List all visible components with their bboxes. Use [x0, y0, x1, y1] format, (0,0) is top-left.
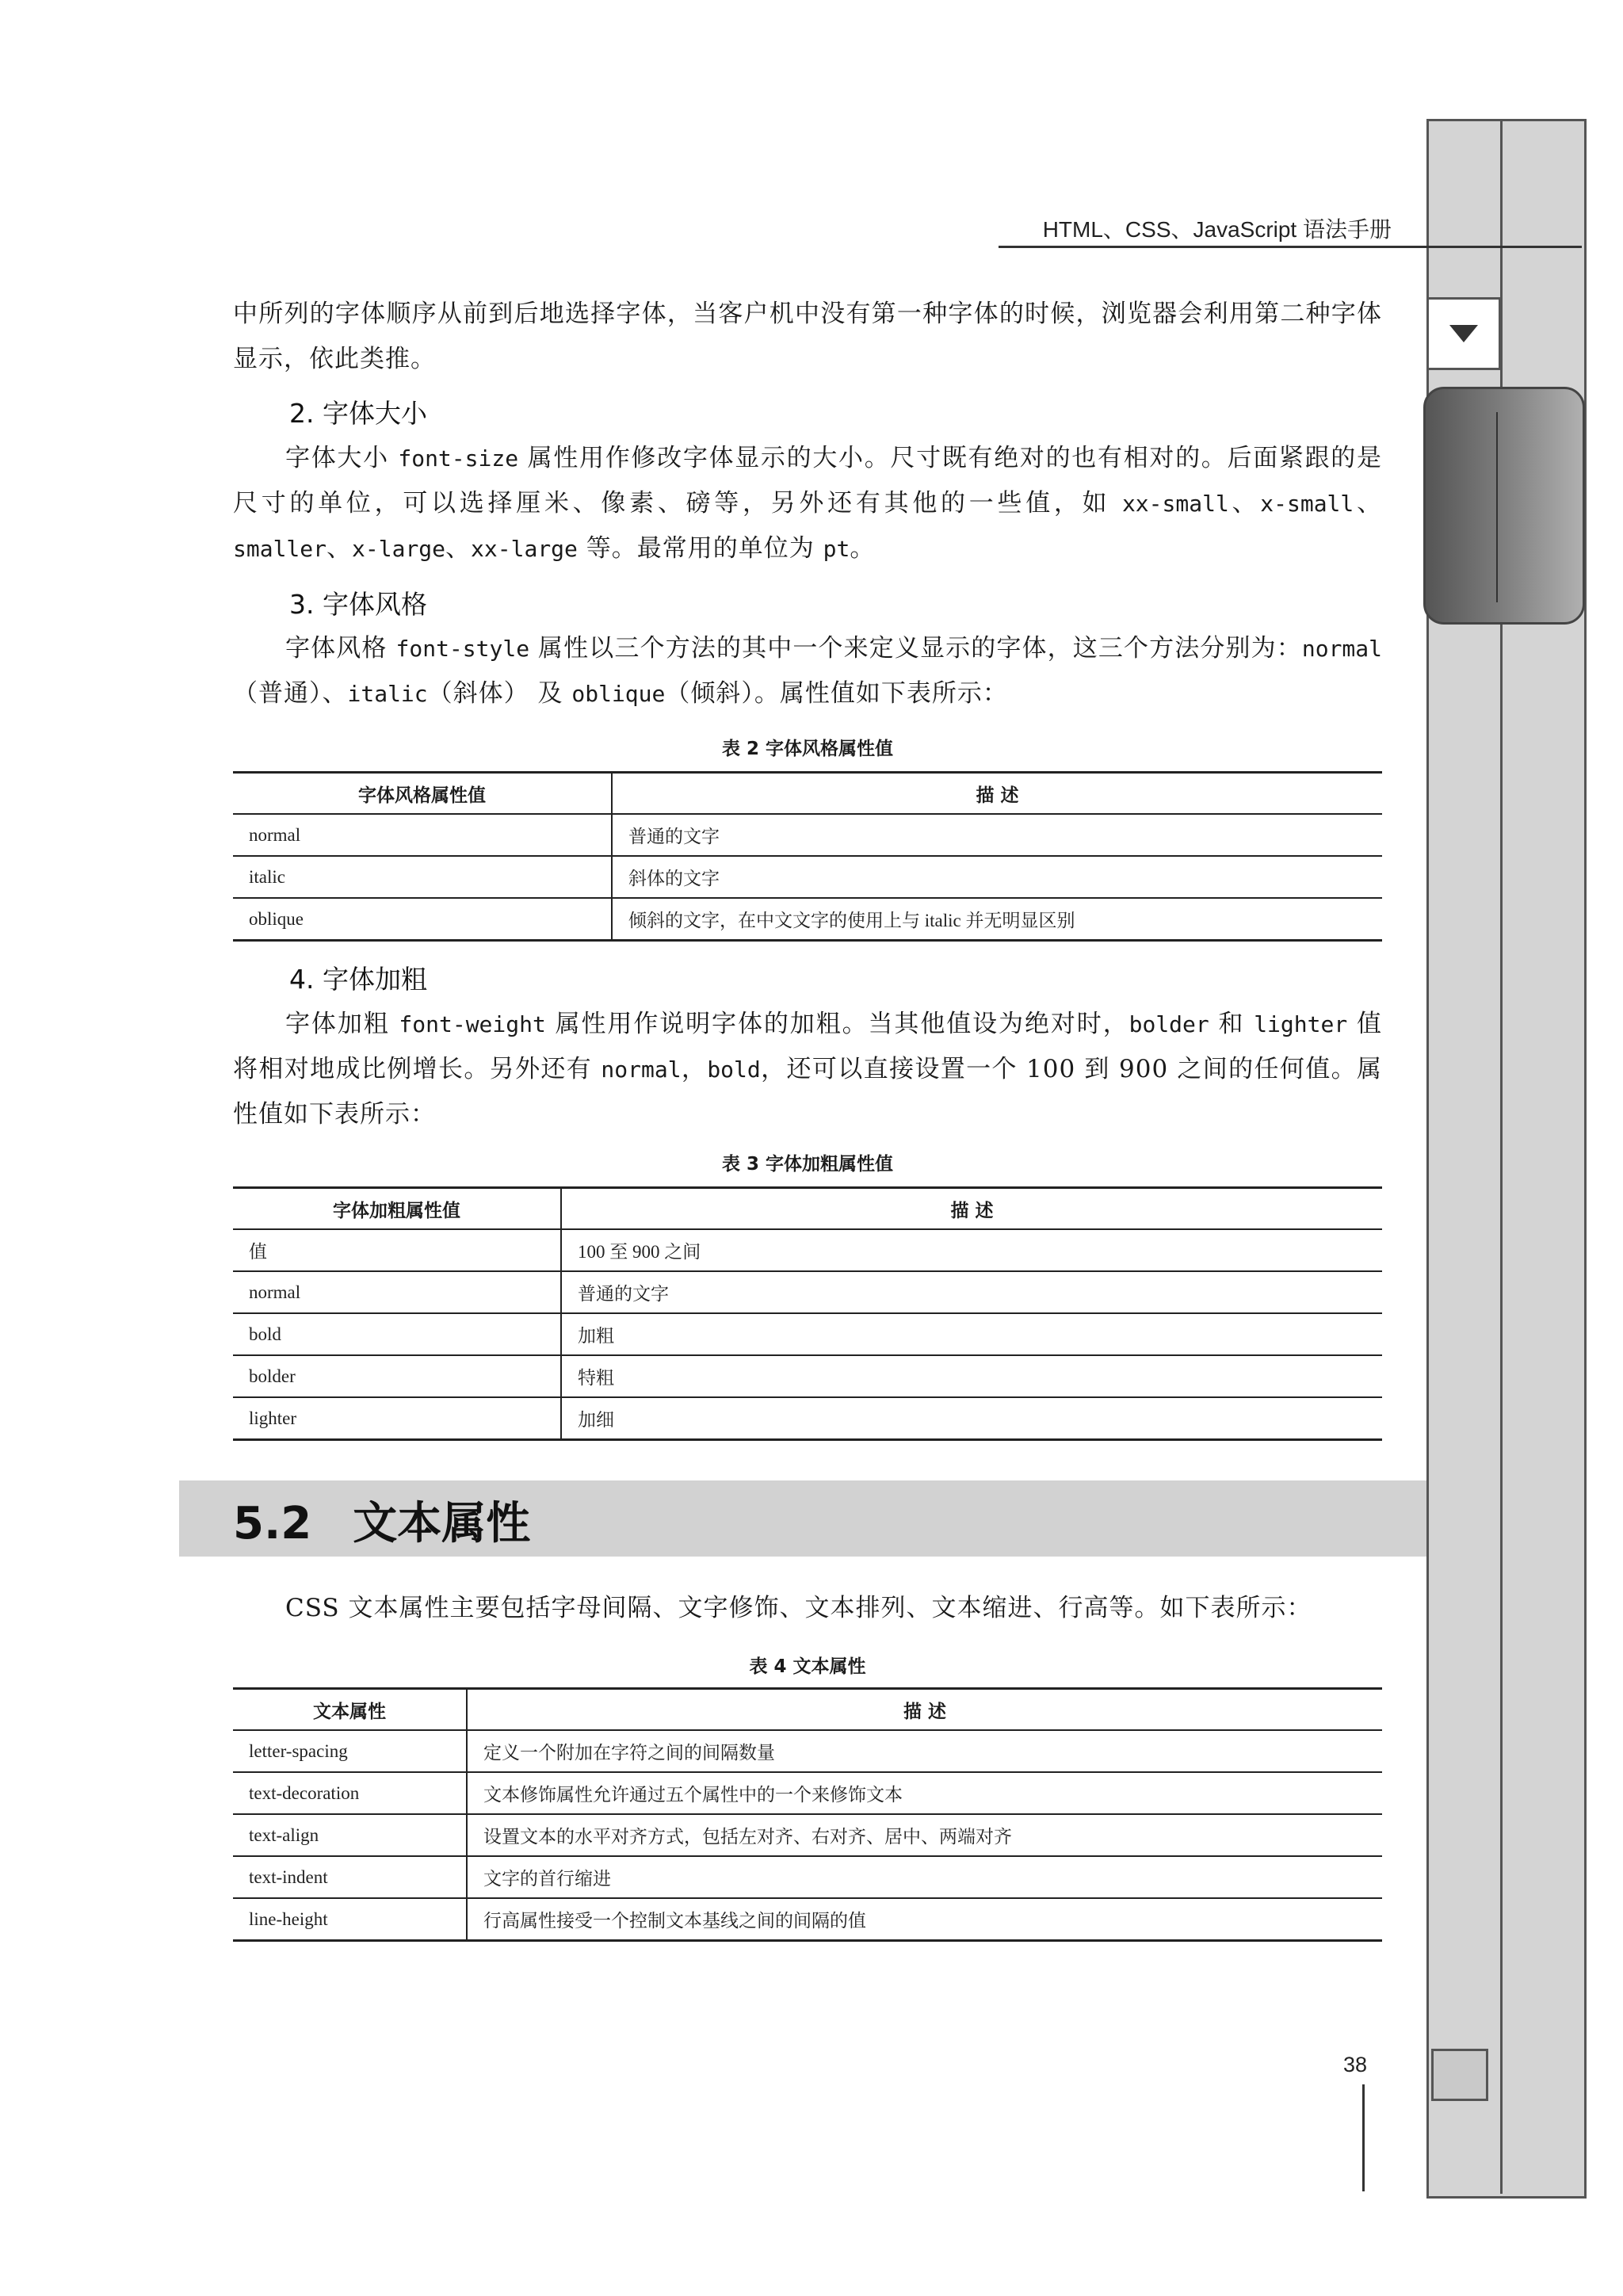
table-header-row — [233, 1689, 1382, 1731]
table-cell: 普通的文字 — [612, 814, 1382, 856]
column-header: 描 述 — [467, 1689, 1382, 1731]
column-header: 字体风格属性值 — [233, 773, 612, 815]
paragraph-font-size: 字体大小 font-size 属性用作修改字体显示的大小。尺寸既有绝对的也有相对的。后面紧跟的是尺寸的单位，可以选择厘米、像素、磅等，另外还有其他的一些值，如 xx-small、x-small、smaller、x-large、xx-large 等。最常用的单位为 pt。 — [233, 444, 1383, 563]
table-row — [233, 1313, 1382, 1355]
paragraph-text-properties: CSS 文本属性主要包括字母间隔、文字修饰、文本排列、文本缩进、行高等。如下表所示： — [285, 1594, 1312, 1622]
section-title-text: 文本属性 — [353, 1498, 531, 1549]
table-row — [233, 1271, 1382, 1313]
table-header-row — [233, 1188, 1382, 1230]
subsection-heading-font-weight: 4. 字体加粗 — [289, 964, 427, 995]
header-rule — [999, 246, 1582, 248]
table-font-style — [233, 771, 1382, 942]
table-cell: 设置文本的水平对齐方式，包括左对齐、右对齐、居中、两端对齐 — [467, 1814, 1382, 1856]
table-text-properties — [233, 1687, 1382, 1942]
table-cell: 斜体的文字 — [612, 856, 1382, 898]
table-cell: 加粗 — [561, 1313, 1382, 1355]
page-number: 38 — [1343, 2053, 1368, 2076]
table-row — [233, 1730, 1382, 1772]
table-cell: line-height — [233, 1898, 467, 1941]
table-cell: 加细 — [561, 1397, 1382, 1440]
paragraph-font-style: 字体风格 font-style 属性以三个方法的其中一个来定义显示的字体，这三个方法分别为：normal（普通）、italic（斜体） 及 oblique（倾斜）。属性值如下表所示： — [233, 634, 1383, 708]
side-small-square — [1431, 2049, 1488, 2101]
table-cell: lighter — [233, 1397, 561, 1440]
subsection-heading-font-style: 3. 字体风格 — [289, 589, 427, 620]
side-nav-down-button[interactable] — [1426, 297, 1501, 370]
running-head: HTML、CSS、JavaScript 语法手册 — [1042, 217, 1392, 242]
table-row — [233, 814, 1382, 856]
section-number: 5.2 — [233, 1498, 312, 1549]
table-row — [233, 898, 1382, 941]
table-row — [233, 1229, 1382, 1271]
table-row — [233, 1814, 1382, 1856]
table-cell: letter-spacing — [233, 1730, 467, 1772]
table-cell: 文本修饰属性允许通过五个属性中的一个来修饰文本 — [467, 1772, 1382, 1814]
table-row — [233, 1772, 1382, 1814]
table-row — [233, 856, 1382, 898]
table-cell: 特粗 — [561, 1355, 1382, 1397]
table-cell: 文字的首行缩进 — [467, 1856, 1382, 1898]
table-caption-font-weight: 表 3 字体加粗属性值 — [721, 1154, 894, 1175]
table-cell: 倾斜的文字，在中文文字的使用上与 italic 并无明显区别 — [612, 898, 1382, 941]
section-title — [233, 1488, 530, 1552]
column-header: 描 述 — [612, 773, 1382, 815]
table-caption-text-properties: 表 4 文本属性 — [749, 1656, 866, 1677]
table-cell: 值 — [233, 1229, 561, 1271]
table-row — [233, 1397, 1382, 1440]
column-header: 描 述 — [561, 1188, 1382, 1230]
table-cell: 普通的文字 — [561, 1271, 1382, 1313]
table-caption-font-style: 表 2 字体风格属性值 — [721, 739, 894, 759]
side-tab-block — [1423, 387, 1585, 625]
table-cell: text-indent — [233, 1856, 467, 1898]
table-row — [233, 1856, 1382, 1898]
triangle-down-icon — [1448, 323, 1480, 344]
table-cell: normal — [233, 1271, 561, 1313]
page-number-rule — [1362, 2084, 1365, 2191]
table-cell: 100 至 900 之间 — [561, 1229, 1382, 1271]
table-row — [233, 1355, 1382, 1397]
table-cell: 行高属性接受一个控制文本基线之间的间隔的值 — [467, 1898, 1382, 1941]
subsection-heading-font-size: 2. 字体大小 — [289, 398, 427, 429]
table-font-weight — [233, 1186, 1382, 1441]
table-cell: oblique — [233, 898, 612, 941]
table-cell: bolder — [233, 1355, 561, 1397]
table-cell: 定义一个附加在字符之间的间隔数量 — [467, 1730, 1382, 1772]
table-row — [233, 1898, 1382, 1941]
table-cell: normal — [233, 814, 612, 856]
table-cell: text-align — [233, 1814, 467, 1856]
intro-paragraph: 中所列的字体顺序从前到后地选择字体，当客户机中没有第一种字体的时候，浏览器会利用第二种字体显示，依此类推。 — [233, 300, 1382, 373]
table-cell: bold — [233, 1313, 561, 1355]
table-cell: text-decoration — [233, 1772, 467, 1814]
column-header: 字体加粗属性值 — [233, 1188, 561, 1230]
column-header: 文本属性 — [233, 1689, 467, 1731]
table-cell: italic — [233, 856, 612, 898]
paragraph-font-weight: 字体加粗 font-weight 属性用作说明字体的加粗。当其他值设为绝对时，bolder 和 lighter 值将相对地成比例增长。另外还有 normal，bold，还可以直接设置一个 100 到 900 之间的任何值。属性值如下表所示： — [233, 1010, 1383, 1129]
table-header-row — [233, 773, 1382, 815]
side-tab-divider — [1496, 412, 1498, 602]
